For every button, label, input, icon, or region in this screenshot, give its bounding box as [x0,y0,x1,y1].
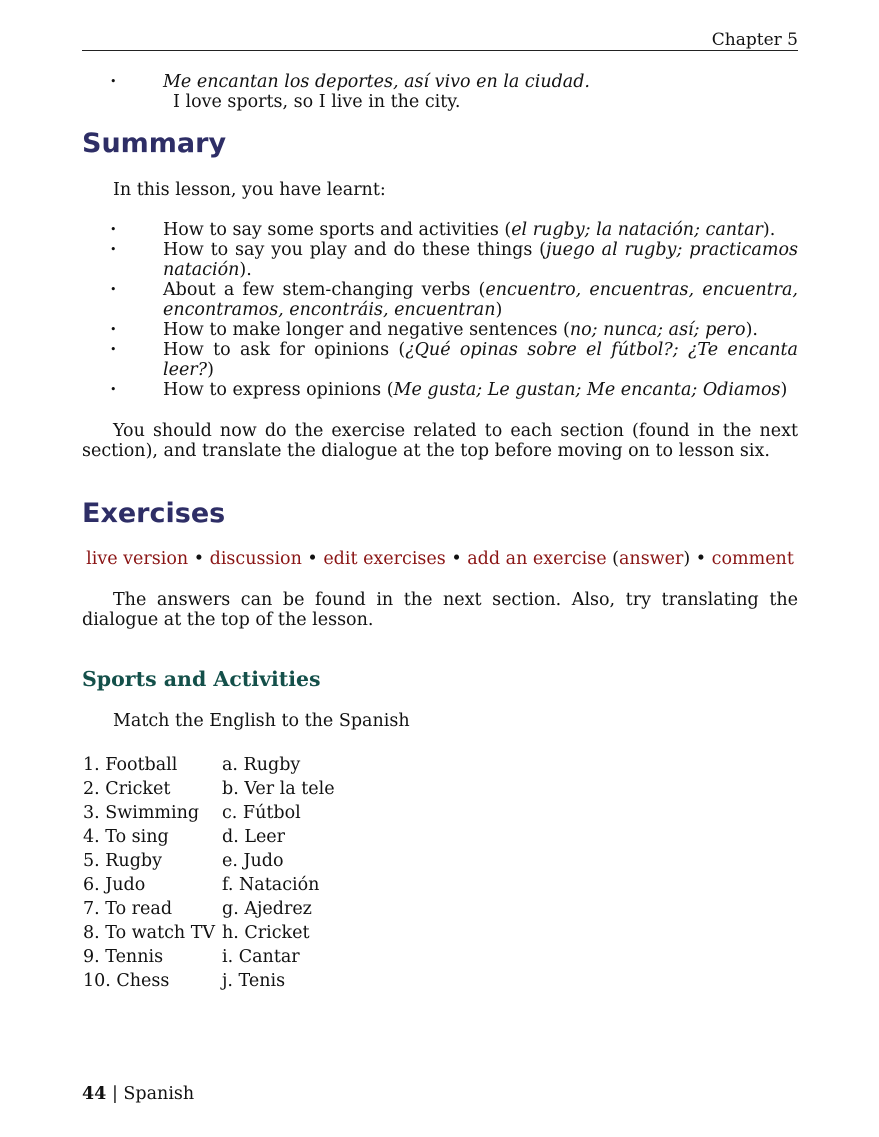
table-row: 7. To read g. Ajedrez [83,899,312,919]
summary-heading: Summary [82,128,227,159]
table-row: 5. Rugby e. Judo [83,851,284,871]
table-row: 8. To watch TV h. Cricket [83,923,310,943]
edit-exercises-link[interactable]: edit exercises [323,549,446,569]
table-row: 6. Judo f. Natación [83,875,320,895]
bullet-icon: • [110,383,117,396]
table-row: 3. Swimming c. Fútbol [83,803,301,823]
book-title: Spanish [123,1084,195,1104]
table-row: 1. Football a. Rugby [83,755,301,775]
summary-bullet: • How to ask for opinions (¿Qué opinas sobre el fútbol?; ¿Te encanta leer?) [110,340,798,380]
bullet-icon: • [110,283,117,296]
summary-closing: You should now do the exercise related to each section (found in the next section), and translate the dialogue at the top before moving on to lesson six. [82,421,798,461]
matching-table [83,753,335,993]
comment-link[interactable]: comment [711,549,794,569]
add-exercise-link[interactable]: add an exercise [467,549,607,569]
bullet-icon: • [110,323,117,336]
exercises-heading: Exercises [82,498,226,529]
summary-intro: In this lesson, you have learnt: [113,180,386,200]
table-row: 9. Tennis i. Cantar [83,947,300,967]
page-footer: 44 | Spanish [82,1084,195,1104]
summary-bullet: • How to say some sports and activities (el rugby; la natación; cantar). [110,220,776,240]
summary-bullet: • How to express opinions (Me gusta; Le gustan; Me encanta; Odiamos) [110,380,788,400]
answer-link[interactable]: answer [618,549,684,569]
table-row: 10. Chess j. Tenis [83,971,286,991]
table-row: 2. Cricket b. Ver la tele [83,779,335,799]
sports-heading: Sports and Activities [82,667,321,691]
sports-instruction: Match the English to the Spanish [113,711,410,731]
summary-bullet: • How to make longer and negative sentences (no; nunca; así; pero). [110,320,758,340]
running-header [82,30,798,51]
chapter-label: Chapter 5 [711,30,798,50]
example-spanish: Me encantan los deportes, así vivo en la ciudad. [163,72,590,92]
exercise-links: live version • discussion • edit exercises • add an exercise (answer) • comment [86,549,794,569]
bullet-icon: • [110,243,117,256]
page-number: 44 [82,1084,107,1104]
summary-bullet: • How to say you play and do these things (juego al rugby; practicamos natación). [110,240,798,280]
table-row: 4. To sing d. Leer [83,827,286,847]
intro-example [110,72,798,112]
bullet-icon: • [110,223,117,236]
discussion-link[interactable]: discussion [209,549,302,569]
exercises-intro: The answers can be found in the next section. Also, try translating the dialogue at the top of the lesson. [82,590,798,630]
live-version-link[interactable]: live version [86,549,189,569]
summary-bullet: • About a few stem-changing verbs (encuentro, encuentras, encuentra, encontramos, encontráis, encuentran) [110,280,798,320]
bullet-icon: • [110,75,117,88]
example-english: I love sports, so I live in the city. [173,92,461,112]
bullet-icon: • [110,343,117,356]
